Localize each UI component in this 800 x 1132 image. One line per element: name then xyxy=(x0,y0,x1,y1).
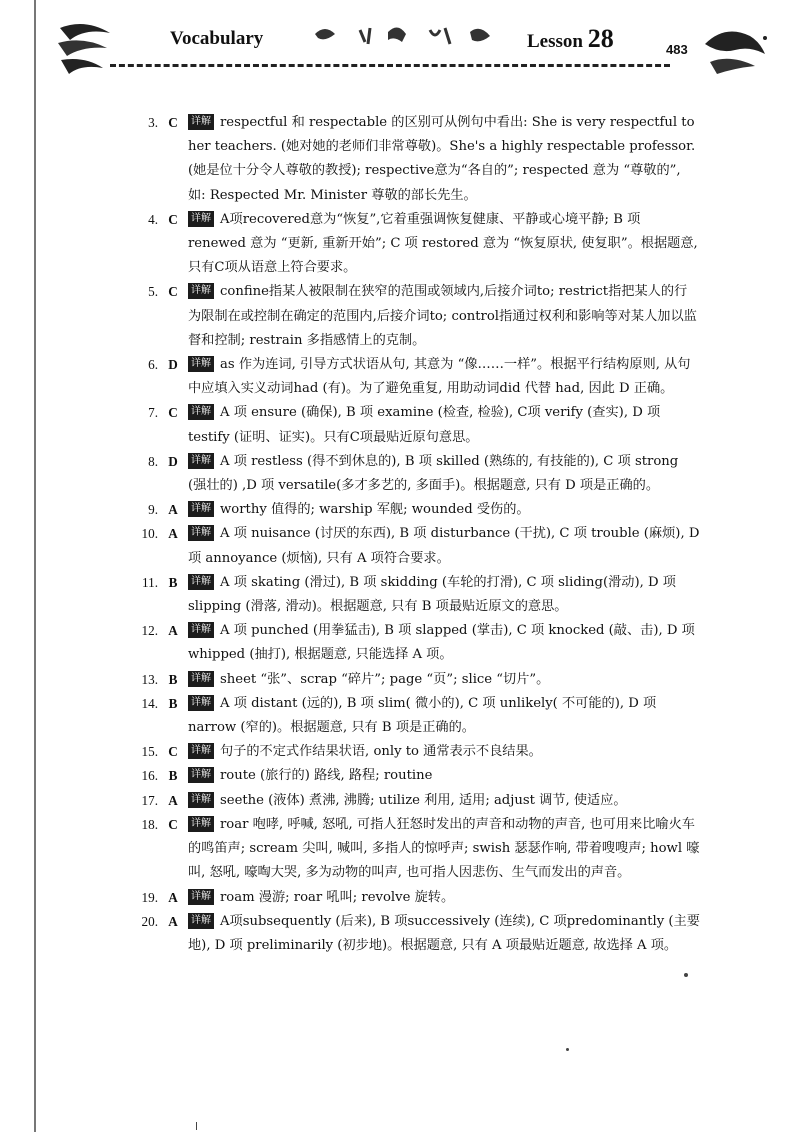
explanation-badge: 详解 xyxy=(188,283,214,299)
entry-explanation xyxy=(188,522,700,570)
explanation-text: sheet “张”、scrap “碎片”; page “页”; slice “切片”。 xyxy=(220,671,550,687)
answer-entry xyxy=(130,813,700,886)
entry-number: 14. xyxy=(141,695,158,711)
entry-answer: C xyxy=(168,744,178,760)
entry-explanation xyxy=(188,886,700,910)
entry-answer: B xyxy=(168,695,178,711)
explanation-text: respectful 和 respectable 的区别可从例句中看出: She is very respectful to her teachers. (她对她的老师们非常尊敬)。She's a highly respectable professor.(她是位十分令人尊敬的教授); respective意为“各自的”; respected 意为 “尊敬的”, 如: Respected Mr. Minister 尊敬的部长先生。 xyxy=(188,115,696,203)
entry-answer: C xyxy=(168,284,178,300)
entry-number: 3. xyxy=(148,115,158,130)
explanation-badge: 详解 xyxy=(188,671,214,687)
entry-explanation xyxy=(188,692,700,740)
entry-number: 10. xyxy=(141,526,158,542)
answer-entry xyxy=(130,692,700,740)
entry-explanation xyxy=(188,498,700,522)
entry-explanation xyxy=(188,764,700,788)
header-dashed-rule xyxy=(110,64,670,67)
answer-entry xyxy=(130,208,700,281)
page-header xyxy=(0,0,800,100)
header-lesson xyxy=(527,24,614,54)
entry-number: 12. xyxy=(141,623,158,639)
entry-number: 11. xyxy=(142,574,158,590)
answer-entry xyxy=(130,111,700,208)
explanation-text: worthy 值得的; warship 军舰; wounded 受伤的。 xyxy=(220,502,530,518)
answer-entry xyxy=(130,353,700,401)
scan-mark xyxy=(196,1122,197,1130)
answer-entry xyxy=(130,668,700,692)
explanation-badge: 详解 xyxy=(188,622,214,638)
entry-answer: C xyxy=(168,115,178,130)
explanation-text: A 项 nuisance (讨厌的东西), B 项 disturbance (干扰), C 项 trouble (麻烦), D 项 annoyance (烦恼), 只有 A 项符合要求。 xyxy=(188,526,700,566)
answer-entry xyxy=(130,280,700,353)
explanation-badge: 详解 xyxy=(188,767,214,783)
entry-answer: C xyxy=(168,405,178,421)
entry-explanation xyxy=(188,571,700,619)
explanation-text: confine指某人被限制在狭窄的范围或领域内,后接介词to; restrict指把某人的行为限制在或控制在确定的范围内,后接介词to; control指通过权利和影响等对某人加以监督和控制; restrain 多指感情上的克制。 xyxy=(188,284,697,348)
entry-answer: A xyxy=(168,502,178,518)
explanation-badge: 详解 xyxy=(188,913,214,929)
answer-entry xyxy=(130,740,700,764)
entry-number: 16. xyxy=(141,768,158,784)
entry-number: 19. xyxy=(141,889,158,905)
entry-explanation xyxy=(188,619,700,667)
answer-list xyxy=(130,111,700,958)
entry-explanation xyxy=(188,450,700,498)
lesson-label: Lesson xyxy=(527,31,583,52)
explanation-text: seethe (液体) 煮沸, 沸腾; utilize 利用, 适用; adjust 调节, 使适应。 xyxy=(220,792,627,808)
entry-number: 8. xyxy=(148,453,158,469)
answer-entry xyxy=(130,886,700,910)
explanation-text: A 项 ensure (确保), B 项 examine (检查, 检验), C项 verify (查实), D 项 testify (证明、证实)。只有C项最贴近原句意思。 xyxy=(188,405,661,445)
explanation-badge: 详解 xyxy=(188,792,214,808)
left-swirl-ornament-icon xyxy=(55,18,115,78)
entry-answer: C xyxy=(168,211,178,227)
header-title: Vocabulary xyxy=(170,28,264,49)
explanation-text: route (旅行的) 路线, 路程; routine xyxy=(220,768,433,784)
entry-answer: A xyxy=(168,623,178,639)
entry-explanation xyxy=(188,208,700,281)
entry-number: 20. xyxy=(141,913,158,929)
explanation-text: A项recovered意为“恢复”,它着重强调恢复健康、平静或心境平静; B 项 renewed 意为 “更新, 重新开始”; C 项 restored 意为 “恢复原状, 使复职”。根据题意, 只有C项从语意上符合要求。 xyxy=(188,211,698,276)
page-number: 483 xyxy=(666,42,688,57)
explanation-badge: 详解 xyxy=(188,889,214,905)
entry-explanation xyxy=(188,910,700,958)
entry-number: 13. xyxy=(141,671,158,687)
entry-answer: A xyxy=(168,792,178,808)
explanation-badge: 详解 xyxy=(188,453,214,469)
entry-answer: A xyxy=(168,913,178,929)
right-swirl-ornament-icon xyxy=(695,24,770,84)
entry-explanation xyxy=(188,668,700,692)
entry-explanation xyxy=(188,353,700,401)
answer-entry xyxy=(130,789,700,813)
entry-number: 15. xyxy=(141,744,158,760)
explanation-text: A 项 distant (远的), B 项 slim( 微小的), C 项 unlikely( 不可能的), D 项 narrow (窄的)。根据题意, 只有 B 项是正确的。 xyxy=(188,695,657,736)
entry-number: 18. xyxy=(141,816,158,832)
page-spine-edge xyxy=(34,0,36,1132)
explanation-badge: 详解 xyxy=(188,525,214,541)
explanation-text: A 项 restless (得不到休息的), B 项 skilled (熟练的, 有技能的), C 项 strong (强壮的) ,D 项 versatile(多才多艺的, 多面手)。根据题意, 只有 D 项是正确的。 xyxy=(188,453,679,494)
explanation-badge: 详解 xyxy=(188,695,214,711)
entry-number: 5. xyxy=(148,284,158,300)
explanation-text: as 作为连词, 引导方式状语从句, 其意为 “像……一样”。根据平行结构原则, 从句中应填入实义动词had (有)。为了避免重复, 用助动词did 代替 had, 因此 D 正确。 xyxy=(188,357,691,397)
entry-answer: C xyxy=(168,816,178,832)
entry-answer: D xyxy=(168,453,178,469)
explanation-text: roar 咆哮, 呼喊, 怒吼, 可指人狂怒时发出的声音和动物的声音, 也可用来比喻火车的鸣笛声; scream 尖叫, 喊叫, 多指人的惊呼声; swish 瑟瑟作响, 带着嗖嗖声; howl 嚎叫, 怒吼, 嚎啕大哭, 多为动物的叫声, 也可指人因悲伤、生气而发出的声音。 xyxy=(188,816,700,881)
entry-number: 4. xyxy=(148,211,158,227)
header-ornament-icon xyxy=(310,22,510,60)
answer-entry xyxy=(130,619,700,667)
scan-speck xyxy=(566,1048,569,1051)
entry-explanation xyxy=(188,740,700,764)
entry-explanation xyxy=(188,401,700,449)
answer-entry xyxy=(130,401,700,449)
explanation-badge: 详解 xyxy=(188,501,214,517)
explanation-badge: 详解 xyxy=(188,743,214,759)
answer-entry xyxy=(130,910,700,958)
explanation-badge: 详解 xyxy=(188,574,214,590)
entry-number: 9. xyxy=(148,502,158,518)
entry-number: 6. xyxy=(148,357,158,373)
explanation-badge: 详解 xyxy=(188,404,214,420)
entry-answer: D xyxy=(168,357,178,373)
lesson-number: 28 xyxy=(587,24,614,53)
scan-speck xyxy=(684,973,688,977)
answer-entry xyxy=(130,571,700,619)
explanation-badge: 详解 xyxy=(188,816,214,832)
entry-explanation xyxy=(188,280,700,353)
explanation-text: 句子的不定式作结果状语, only to 通常表示不良结果。 xyxy=(220,744,542,760)
entry-answer: B xyxy=(168,768,178,784)
entry-answer: A xyxy=(168,526,178,542)
entry-answer: A xyxy=(168,889,178,905)
answer-entry xyxy=(130,522,700,570)
answer-entry xyxy=(130,450,700,498)
answer-entry xyxy=(130,764,700,788)
explanation-badge: 详解 xyxy=(188,211,214,227)
entry-explanation xyxy=(188,813,700,886)
explanation-badge: 详解 xyxy=(188,356,214,372)
explanation-text: A项subsequently (后来), B 项successively (连续), C 项predominantly (主要地), D 项 preliminarily (初步地)。根据题意, 只有 A 项最贴近题意, 故选择 A 项。 xyxy=(188,913,700,953)
entry-explanation xyxy=(188,111,700,208)
answer-entry xyxy=(130,498,700,522)
entry-explanation xyxy=(188,789,700,813)
entry-answer: B xyxy=(168,671,178,687)
explanation-text: A 项 punched (用拳猛击), B 项 slapped (掌击), C 项 knocked (敲、击), D 项 whipped (抽打), 根据题意, 只能选择 A 项。 xyxy=(188,623,695,663)
explanation-text: roam 漫游; roar 吼叫; revolve 旋转。 xyxy=(220,889,455,905)
entry-answer: B xyxy=(168,574,178,590)
entry-number: 7. xyxy=(148,405,158,421)
explanation-text: A 项 skating (滑过), B 项 skidding (车轮的打滑), C 项 sliding(滑动), D 项 slipping (滑落, 滑动)。根据题意, 只有 B 项最贴近原文的意思。 xyxy=(188,574,676,615)
entry-number: 17. xyxy=(141,792,158,808)
explanation-badge: 详解 xyxy=(188,114,214,130)
